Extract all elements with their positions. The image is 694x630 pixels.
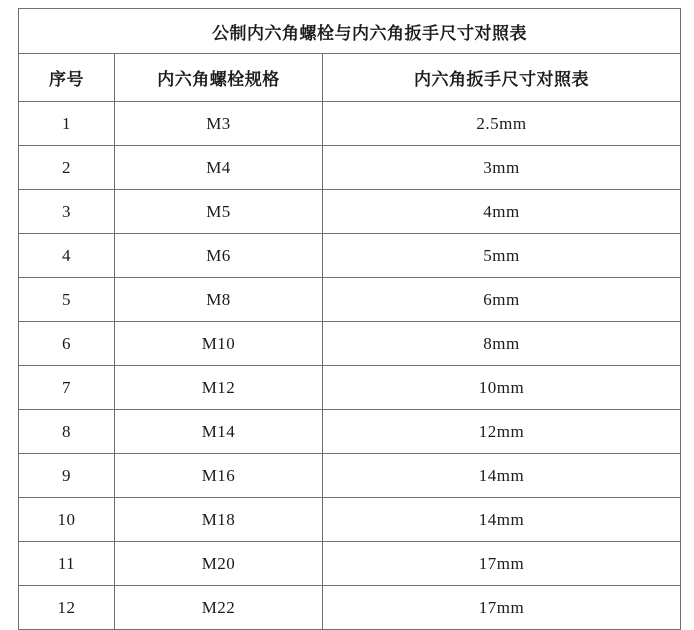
table-row <box>19 586 681 630</box>
table-body <box>19 9 681 630</box>
cell-key: 10mm <box>323 366 681 410</box>
cell-bolt: M6 <box>115 234 323 278</box>
cell-key: 14mm <box>323 498 681 542</box>
cell-bolt: M22 <box>115 586 323 630</box>
table-row <box>19 278 681 322</box>
cell-key: 5mm <box>323 234 681 278</box>
table-row <box>19 366 681 410</box>
table-header-row <box>19 54 681 102</box>
page-title: 公制内六角螺栓与内六角扳手尺寸对照表 <box>19 9 681 54</box>
cell-key: 6mm <box>323 278 681 322</box>
table-row <box>19 410 681 454</box>
cell-bolt: M14 <box>115 410 323 454</box>
cell-key: 3mm <box>323 146 681 190</box>
cell-index: 1 <box>19 102 115 146</box>
cell-bolt: M20 <box>115 542 323 586</box>
cell-bolt: M16 <box>115 454 323 498</box>
cell-key: 17mm <box>323 542 681 586</box>
cell-index: 7 <box>19 366 115 410</box>
cell-bolt: M12 <box>115 366 323 410</box>
table-title-row <box>19 9 681 54</box>
cell-index: 9 <box>19 454 115 498</box>
cell-key: 12mm <box>323 410 681 454</box>
cell-key: 2.5mm <box>323 102 681 146</box>
table-row <box>19 234 681 278</box>
table-row <box>19 322 681 366</box>
cell-key: 8mm <box>323 322 681 366</box>
table-row <box>19 498 681 542</box>
cell-bolt: M8 <box>115 278 323 322</box>
table-row <box>19 102 681 146</box>
cell-key: 17mm <box>323 586 681 630</box>
cell-index: 12 <box>19 586 115 630</box>
column-header-bolt-spec: 内六角螺栓规格 <box>115 54 323 102</box>
cell-index: 6 <box>19 322 115 366</box>
cell-bolt: M3 <box>115 102 323 146</box>
cell-key: 4mm <box>323 190 681 234</box>
cell-bolt: M10 <box>115 322 323 366</box>
spec-table <box>18 8 681 630</box>
cell-index: 8 <box>19 410 115 454</box>
cell-index: 3 <box>19 190 115 234</box>
cell-bolt: M5 <box>115 190 323 234</box>
cell-index: 5 <box>19 278 115 322</box>
cell-key: 14mm <box>323 454 681 498</box>
cell-bolt: M4 <box>115 146 323 190</box>
cell-index: 11 <box>19 542 115 586</box>
cell-index: 10 <box>19 498 115 542</box>
table-row <box>19 190 681 234</box>
table-row <box>19 454 681 498</box>
cell-bolt: M18 <box>115 498 323 542</box>
cell-index: 4 <box>19 234 115 278</box>
column-header-index: 序号 <box>19 54 115 102</box>
column-header-key-size: 内六角扳手尺寸对照表 <box>323 54 681 102</box>
table-row <box>19 542 681 586</box>
table-row <box>19 146 681 190</box>
cell-index: 2 <box>19 146 115 190</box>
